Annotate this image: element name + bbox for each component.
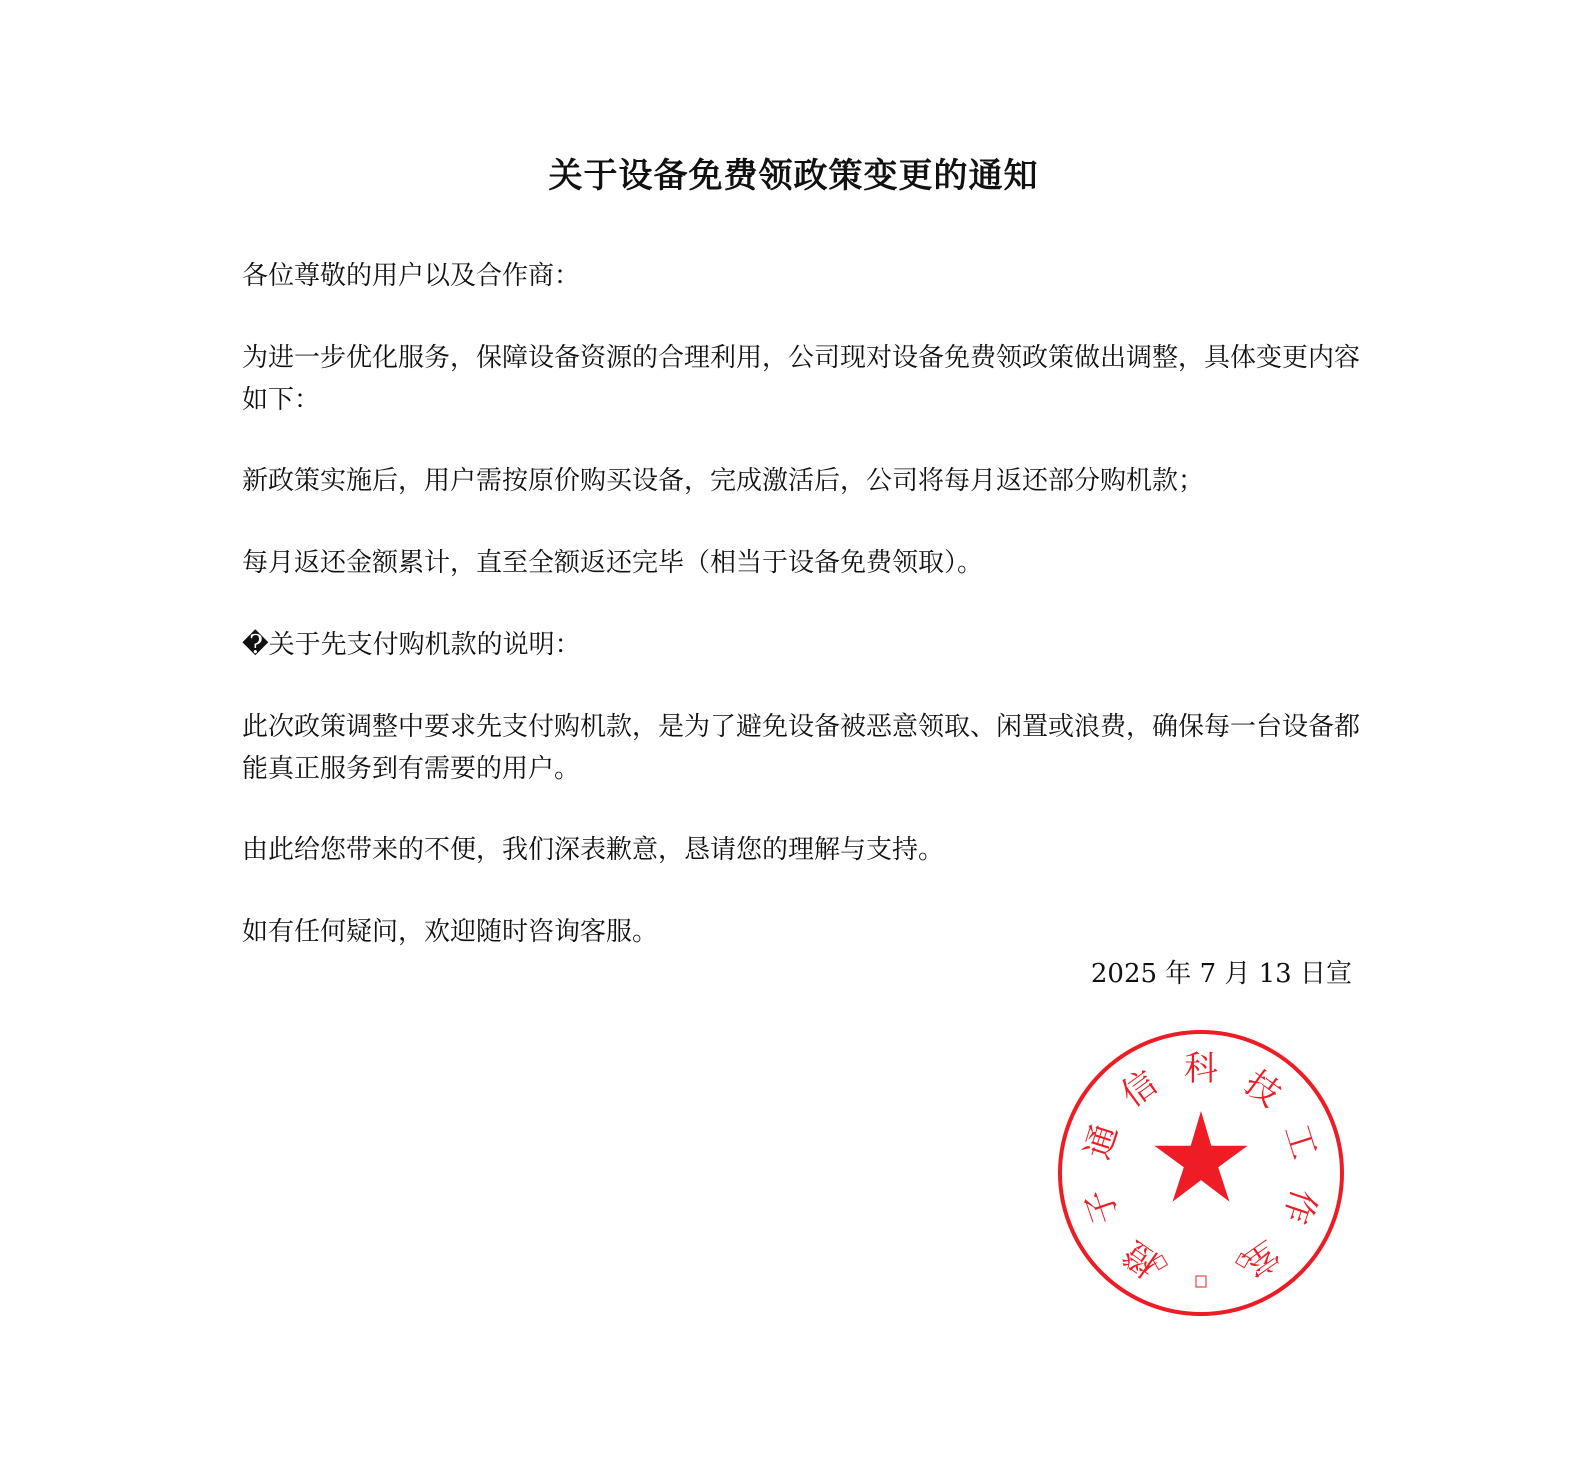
seal-small-marks (1153, 1253, 1250, 1287)
seal-star-icon (1154, 1111, 1247, 1202)
intro-paragraph: 为进一步优化服务，保障设备资源的合理利用，公司现对设备免费领政策做出调整，具体变更内容如下： (242, 343, 1361, 415)
issue-date: 2025 年 7 月 13 日宣 (1090, 959, 1352, 989)
greeting: 各位尊敬的用户以及合作商： (242, 261, 581, 291)
policy-point-2: 每月返还金额累计，直至全额返还完毕（相当于设备免费领取）。 (242, 548, 984, 578)
contact-paragraph: 如有任何疑问，欢迎随时咨询客服。 (242, 917, 659, 947)
seal-ring-char: 子 (1078, 1183, 1127, 1229)
seal-ring-char: 橙 (1115, 1232, 1167, 1285)
policy-point-1: 新政策实施后，用户需按原价购买设备，完成激活后，公司将每月返还部分购机款； (242, 466, 1205, 496)
explanation-paragraph: 此次政策调整中要求先支付购机款，是为了避免设备被恶意领取、闲置或浪费，确保每一台设备都能真正服务到有需要的用户。 (242, 712, 1361, 784)
notice-title: 关于设备免费领政策变更的通知 (548, 156, 1039, 196)
seal-ring-char: 室 (1235, 1232, 1287, 1285)
apology-paragraph: 由此给您带来的不便，我们深表歉意，恳请您的理解与支持。 (242, 835, 945, 865)
seal-ring-char: 科 (1184, 1049, 1218, 1089)
seal-ring-char: 作 (1275, 1183, 1324, 1229)
seal-ring-char: 通 (1077, 1119, 1126, 1164)
seal-ring-char: 信 (1113, 1062, 1166, 1116)
company-seal (1056, 1028, 1346, 1318)
section-heading: �关于先支付购机款的说明： (242, 630, 581, 660)
seal-ring-char: 工 (1276, 1119, 1325, 1164)
seal-ring-char: 技 (1236, 1062, 1289, 1116)
